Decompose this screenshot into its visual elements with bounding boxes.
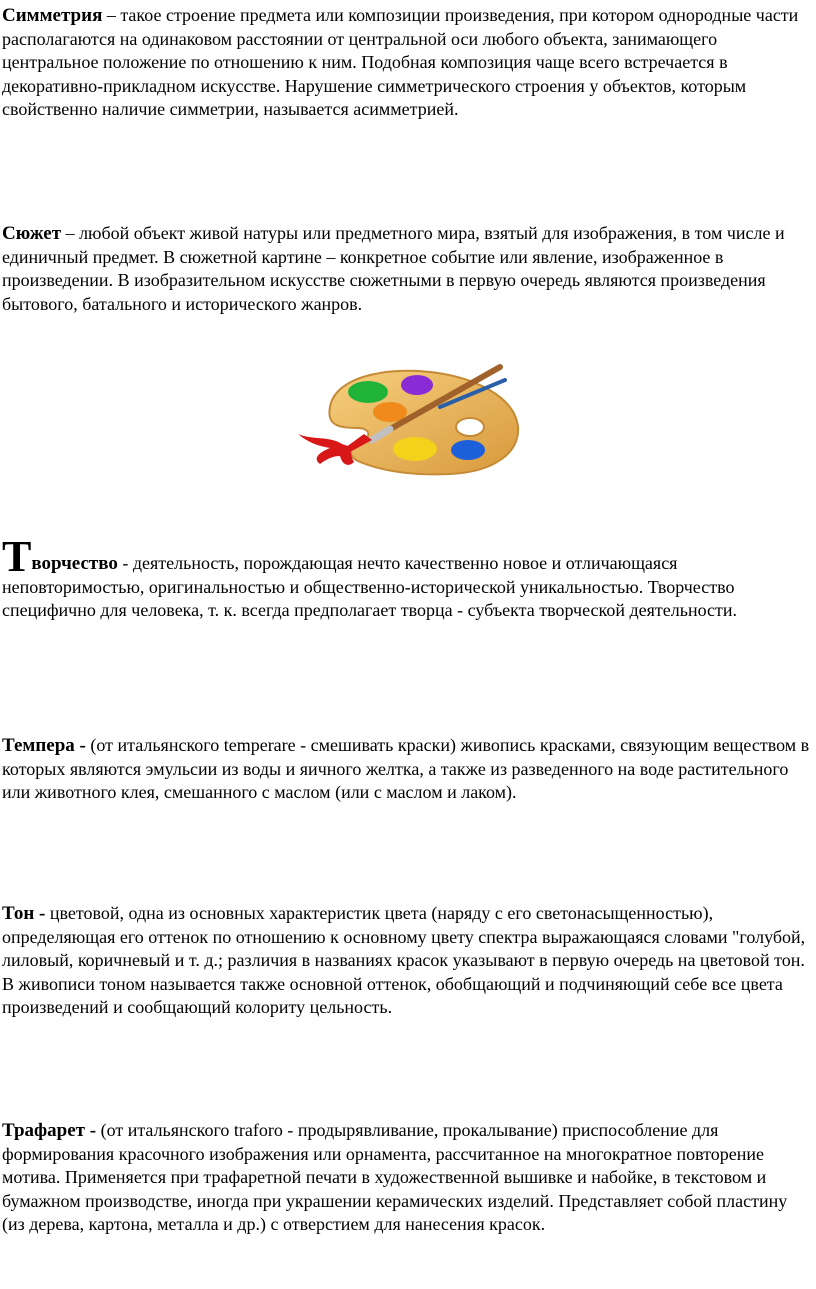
paint-blob-yellow: [393, 437, 437, 461]
entry-definition: такое строение предмета или композиции произведения, при котором однородные части располагаются на одинаковом расстоянии от центральной оси любого объекта, занимающего центральное положение по отношению к ним. Подобная композиция чаще всего встречается в декоративно-прикладном искусстве. Нарушение симметрического строения у объектов, которым свойственно наличие симметрии, называется асимметрией.: [2, 5, 799, 120]
entry-term: Симметрия: [2, 5, 103, 26]
entry-term: Темпера -: [2, 735, 86, 756]
paint-blob-orange: [373, 402, 407, 422]
entry-definition: (от итальянского traforo - продырявливание, прокалывание) приспособление для формирования красочного изображения или орнамента, рассчитанное на многократное повторение мотива. Применяется при трафаретной печати в художественной вышивке и набойке, в текстовом и бумажном производстве, иногда при украшении керамических изделий. Представляет собой пластину (из дерева, картона, металла и др.) с отверстием для нанесения красок.: [2, 1120, 788, 1235]
entry-term: ворчество: [31, 553, 118, 574]
entry-definition: любой объект живой натуры или предметного мира, взятый для изображения, в том числе и единичный предмет. В сюжетной картине – конкретное событие или явление, изображенное в произведении. В изобразительном искусстве сюжетными в первую очередь являются произведения бытового, батального и исторического жанров.: [2, 223, 785, 314]
paint-palette-with-brushes-icon: [290, 352, 530, 482]
glossary-entry-tone: [2, 902, 810, 1020]
entry-definition: деятельность, порождающая нечто качественно новое и отличающаяся неповторимостью, оригинальностью и общественно-исторической уникальностью. Творчество специфично для человека, т. к. всегда предполагает творца - субъекта творческой деятельности.: [2, 553, 738, 621]
paint-blob-purple: [401, 375, 433, 395]
entry-separator: –: [102, 5, 121, 25]
entry-term: Сюжет: [2, 223, 62, 244]
glossary-entry-plot: [2, 222, 810, 316]
paint-blob-green: [348, 381, 388, 403]
glossary-entry-stencil: [2, 1119, 810, 1237]
glossary-entry-creativity: [2, 532, 810, 623]
palette-thumb-hole: [456, 418, 484, 436]
glossary-entry-tempera: [2, 734, 810, 805]
entry-separator: -: [117, 553, 133, 573]
glossary-entry-symmetry: [2, 4, 810, 122]
entry-term: Тон -: [2, 903, 46, 924]
entry-term-initial: Т: [2, 532, 32, 581]
entry-definition: цветовой, одна из основных характеристик цвета (наряду с его светонасыщенностью), определяющая его оттенок по отношению к основному цвету спектра выражающаяся словами "голубой, лиловый, коричневый и т. д.; различия в названиях красок указывают в первую очередь на цветовой тон. В живописи тоном называется также основной оттенок, обобщающий и подчиняющий себе все цвета произведений и сообщающий колориту цельность.: [2, 903, 806, 1018]
paint-blob-blue: [451, 440, 485, 460]
entry-separator: –: [61, 223, 80, 243]
entry-definition: (от итальянского temperare - смешивать краски) живопись красками, связующим веществом в которых являются эмульсии из воды и яичного желтка, а также из разведенного на воде растительного или животного клея, смешанного с маслом (или с маслом и лаком).: [2, 735, 810, 803]
entry-term: Трафарет -: [2, 1120, 97, 1141]
red-paint-splash: [298, 434, 354, 465]
